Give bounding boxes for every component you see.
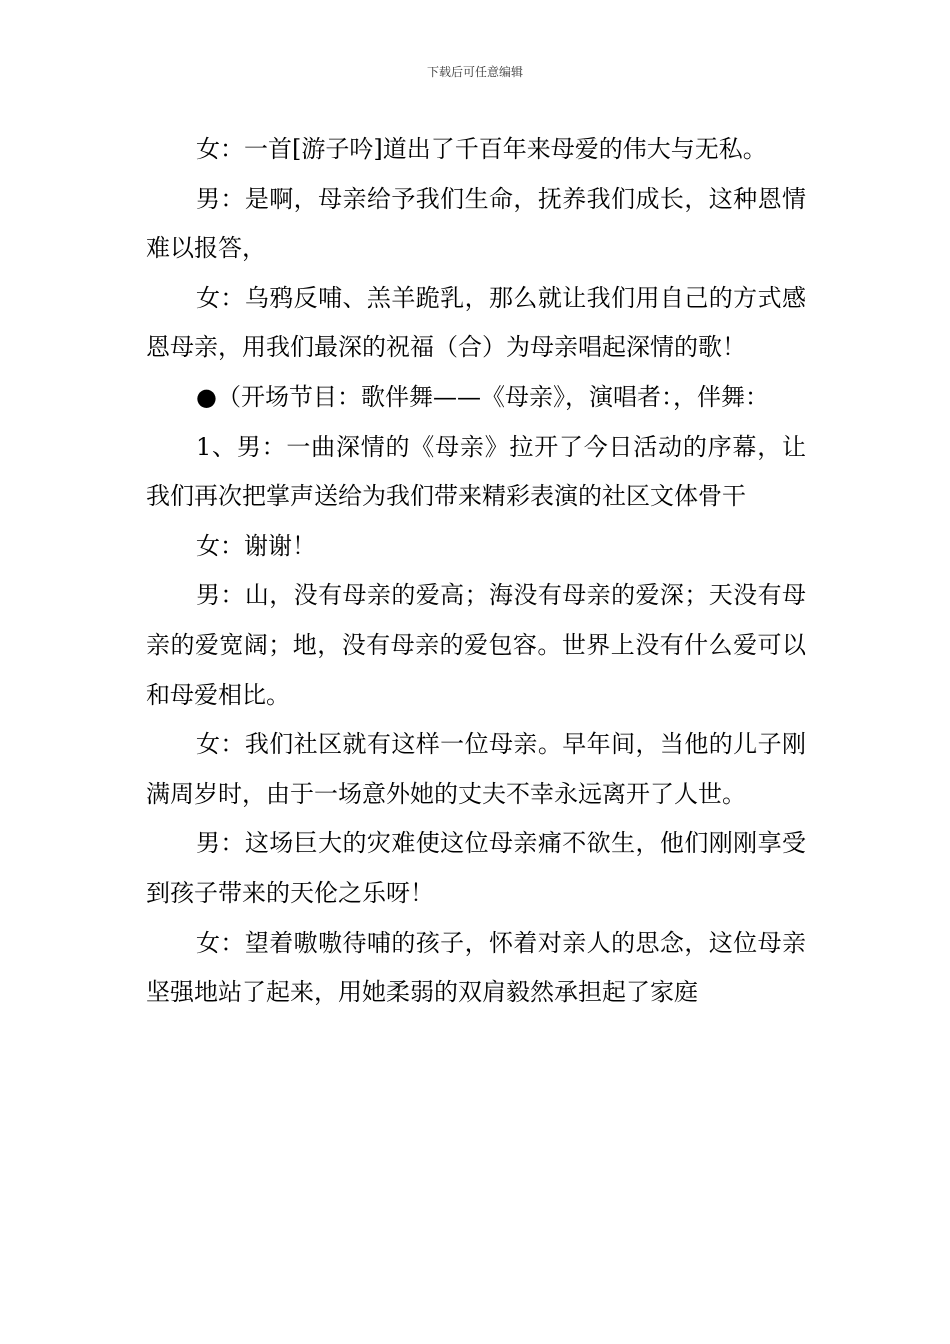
header-note: 下载后可任意编辑 <box>426 65 523 79</box>
paragraph: 1、男：一曲深情的《母亲》拉开了今日活动的序幕，让我们再次把掌声送给为我们带来精彩表演的社区文体骨干 <box>146 432 806 511</box>
paragraph: 女：谢谢！ <box>196 531 316 560</box>
paragraph: 女：我们社区就有这样一位母亲。早年间，当他的儿子刚满周岁时，由于一场意外她的丈夫不幸永远离开了人世。 <box>146 730 806 808</box>
paragraph: 男：这场巨大的灾难使这位母亲痛不欲生，他们刚刚享受到孩子带来的天伦之乐呀！ <box>146 829 806 907</box>
paragraph: 女：一首[游子吟]道出了千百年来母爱的伟大与无私。 <box>196 135 767 163</box>
paragraph: 女：望着嗷嗷待哺的孩子，怀着对亲人的思念，这位母亲坚强地站了起来，用她柔弱的双肩毅然承担起了家庭 <box>146 928 806 1007</box>
paragraph: 女：乌鸦反哺、羔羊跪乳，那么就让我们用自己的方式感恩母亲，用我们最深的祝福（合）为母亲唱起深情的歌！ <box>146 283 806 362</box>
paragraph: ●（开场节目：歌伴舞——《母亲》，演唱者：，伴舞： <box>196 382 769 411</box>
paragraph: 男：是啊，母亲给予我们生命，抚养我们成长，这种恩情难以报答， <box>146 184 806 263</box>
paragraph: 男：山，没有母亲的爱高；海没有母亲的爱深；天没有母亲的爱宽阔；地，没有母亲的爱包容。世界上没有什么爱可以和母爱相比。 <box>146 581 806 709</box>
document-body <box>146 125 806 1018</box>
